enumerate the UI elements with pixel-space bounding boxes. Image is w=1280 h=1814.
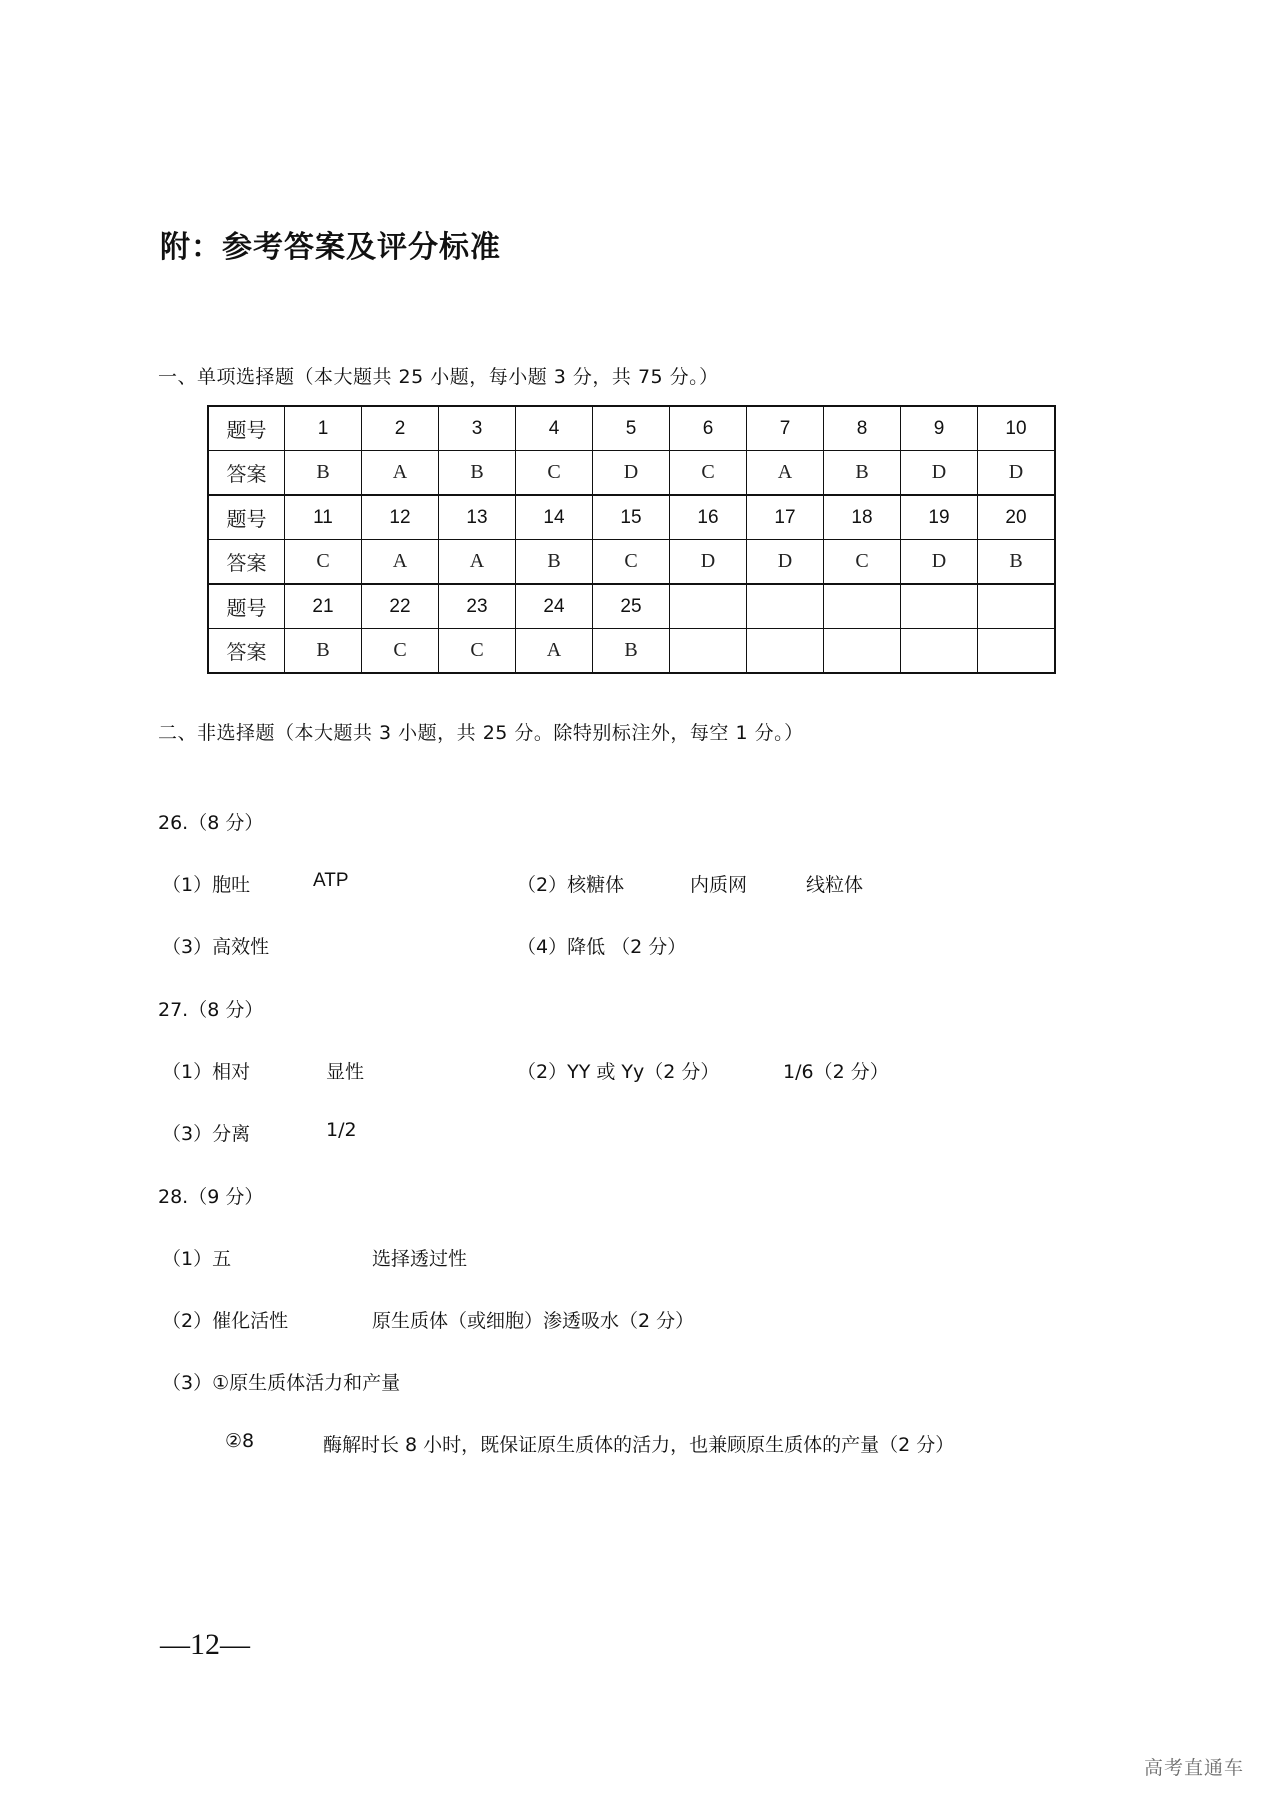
q28-part2-label: （2）催化活性 xyxy=(162,1310,289,1332)
answer-cell: D xyxy=(978,451,1056,496)
answer-cell: C xyxy=(439,629,516,674)
table-row-questions-1 xyxy=(208,406,1055,451)
answer-cell: B xyxy=(439,451,516,496)
answer-cell: B xyxy=(978,540,1056,585)
answer-cell: A xyxy=(362,540,439,585)
row-label: 题号 xyxy=(208,495,285,540)
question-number: 17 xyxy=(747,495,824,540)
answer-cell: A xyxy=(439,540,516,585)
question-number: 16 xyxy=(670,495,747,540)
answer-cell: B xyxy=(824,451,901,496)
question-26-header: 26.（8 分） xyxy=(158,812,264,834)
answer-table xyxy=(207,405,1056,674)
question-number: 8 xyxy=(824,406,901,451)
q26-part2-label: （2）核糖体 xyxy=(517,874,625,896)
q28-part1-label: （1）五 xyxy=(162,1248,232,1270)
row-label: 答案 xyxy=(208,629,285,674)
question-number: 23 xyxy=(439,584,516,629)
q28-part3-label: （3）①原生质体活力和产量 xyxy=(162,1372,401,1394)
q27-part3-answer: 1/2 xyxy=(326,1119,357,1141)
q27-part2-answer: 1/6（2 分） xyxy=(783,1061,889,1083)
question-number xyxy=(978,584,1056,629)
answer-cell: A xyxy=(516,629,593,674)
row-label: 题号 xyxy=(208,406,285,451)
question-27-header: 27.（8 分） xyxy=(158,999,264,1021)
q27-part1-label: （1）相对 xyxy=(162,1061,251,1083)
q27-part1-answer: 显性 xyxy=(326,1061,365,1083)
question-number: 5 xyxy=(593,406,670,451)
answer-cell: D xyxy=(901,451,978,496)
answer-cell: C xyxy=(593,540,670,585)
answer-cell xyxy=(901,629,978,674)
question-number: 4 xyxy=(516,406,593,451)
answer-cell: B xyxy=(593,629,670,674)
watermark: 高考直通车 xyxy=(1144,1757,1245,1779)
answer-cell: C xyxy=(670,451,747,496)
answer-cell: D xyxy=(901,540,978,585)
answer-cell: B xyxy=(285,451,362,496)
q28-part2-answer: 原生质体（或细胞）渗透吸水（2 分） xyxy=(372,1310,695,1332)
row-label: 答案 xyxy=(208,540,285,585)
answer-cell: D xyxy=(670,540,747,585)
answer-cell: D xyxy=(747,540,824,585)
row-label: 答案 xyxy=(208,451,285,496)
question-number xyxy=(901,584,978,629)
row-label: 题号 xyxy=(208,584,285,629)
section-1-heading: 一、单项选择题（本大题共 25 小题，每小题 3 分，共 75 分。） xyxy=(158,366,719,388)
q26-part2-answer-a: 内质网 xyxy=(690,874,748,896)
answer-cell xyxy=(978,629,1056,674)
answer-cell: C xyxy=(285,540,362,585)
answer-cell xyxy=(824,629,901,674)
table-row-answers-2 xyxy=(208,540,1055,585)
question-number: 12 xyxy=(362,495,439,540)
question-number: 15 xyxy=(593,495,670,540)
answer-cell: B xyxy=(516,540,593,585)
question-number xyxy=(670,584,747,629)
question-number: 3 xyxy=(439,406,516,451)
question-number xyxy=(824,584,901,629)
q26-part2-answer-b: 线粒体 xyxy=(806,874,864,896)
question-number: 22 xyxy=(362,584,439,629)
q27-part3-label: （3）分离 xyxy=(162,1123,251,1145)
answer-cell xyxy=(670,629,747,674)
answer-cell: D xyxy=(593,451,670,496)
q28-part3-sub-answer: 酶解时长 8 小时，既保证原生质体的活力，也兼顾原生质体的产量（2 分） xyxy=(323,1434,955,1456)
answer-cell: B xyxy=(285,629,362,674)
answer-cell: C xyxy=(362,629,439,674)
answer-cell: C xyxy=(824,540,901,585)
q26-part1-label: （1）胞吐 xyxy=(162,874,251,896)
question-number: 11 xyxy=(285,495,362,540)
q26-part4-label: （4）降低 （2 分） xyxy=(517,936,687,958)
question-number xyxy=(747,584,824,629)
question-number: 19 xyxy=(901,495,978,540)
question-number: 24 xyxy=(516,584,593,629)
table-row-answers-1 xyxy=(208,451,1055,496)
question-number: 9 xyxy=(901,406,978,451)
question-28-header: 28.（9 分） xyxy=(158,1186,264,1208)
answer-cell: C xyxy=(516,451,593,496)
question-number: 21 xyxy=(285,584,362,629)
question-number: 18 xyxy=(824,495,901,540)
question-number: 20 xyxy=(978,495,1056,540)
q26-part1-answer: ATP xyxy=(313,870,349,891)
answer-cell: A xyxy=(747,451,824,496)
q27-part2-label: （2）YY 或 Yy（2 分） xyxy=(517,1061,720,1083)
question-number: 25 xyxy=(593,584,670,629)
q28-part1-answer: 选择透过性 xyxy=(372,1248,468,1270)
answer-cell xyxy=(747,629,824,674)
page-title: 附：参考答案及评分标准 xyxy=(160,230,501,265)
question-number: 13 xyxy=(439,495,516,540)
table-row-questions-2 xyxy=(208,495,1055,540)
question-number: 10 xyxy=(978,406,1056,451)
q28-part3-sub-label: ②8 xyxy=(225,1430,255,1452)
page-number: —12— xyxy=(160,1628,250,1661)
question-number: 6 xyxy=(670,406,747,451)
question-number: 2 xyxy=(362,406,439,451)
section-2-heading: 二、非选择题（本大题共 3 小题，共 25 分。除特别标注外，每空 1 分。） xyxy=(158,722,804,744)
question-number: 14 xyxy=(516,495,593,540)
table-row-answers-3 xyxy=(208,629,1055,674)
question-number: 1 xyxy=(285,406,362,451)
answer-cell: A xyxy=(362,451,439,496)
q26-part3-label: （3）高效性 xyxy=(162,936,270,958)
question-number: 7 xyxy=(747,406,824,451)
table-row-questions-3 xyxy=(208,584,1055,629)
